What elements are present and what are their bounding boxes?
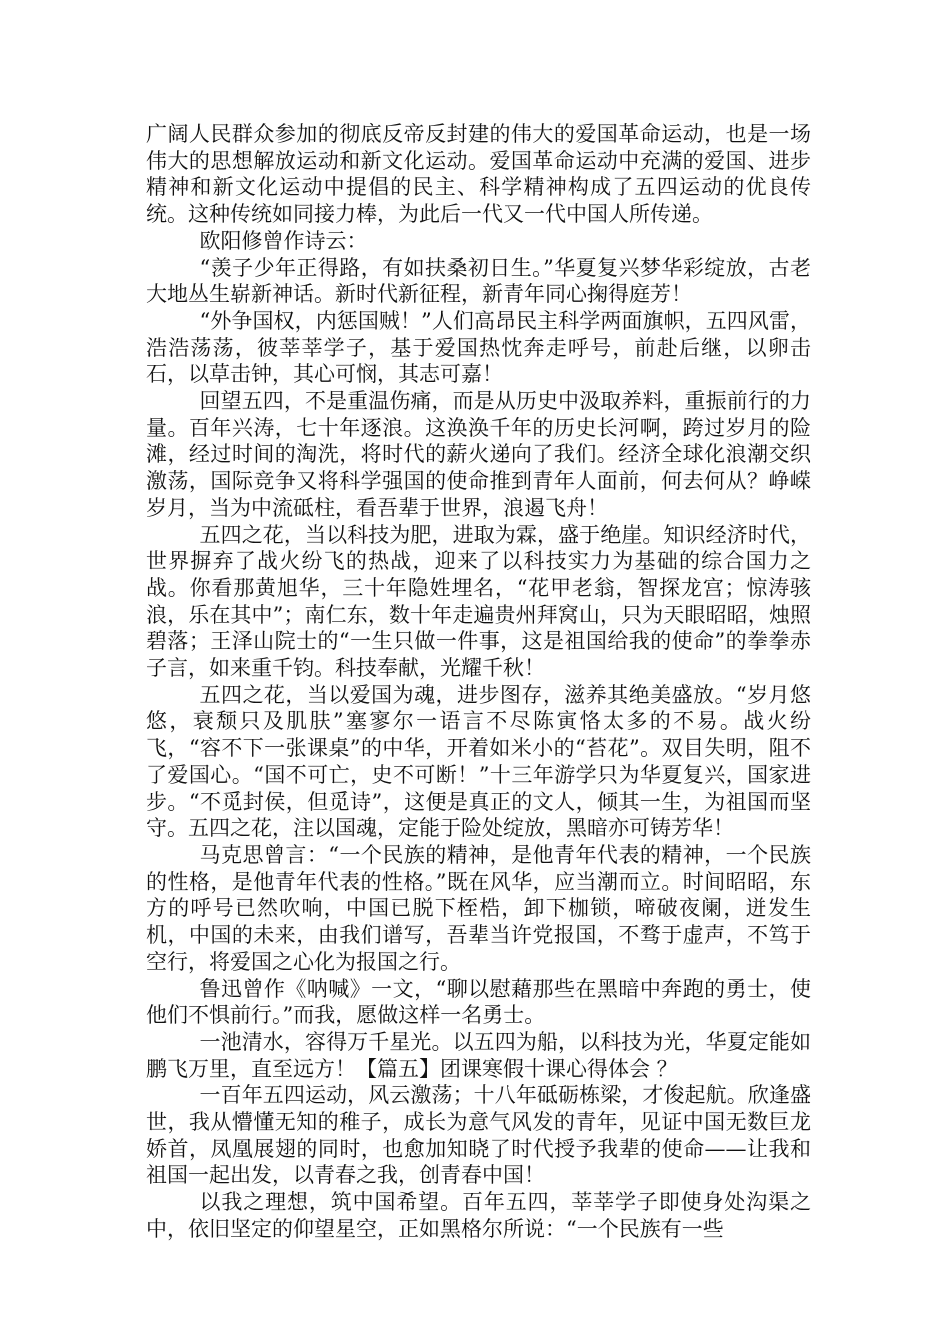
paragraph-2: 欧阳修曾作诗云： bbox=[199, 228, 368, 253]
paragraph-7: 五四之花，当以爱国为魂，进步图存，滋养其绝美盛放。“岁月悠悠，衰颓只及肌肤”塞寥尔一语言不尽陈寅恪太多的不易。战火纷飞，“容不下一张课桌”的中华，开着如米小的“苔花”。双目失明，阻不了爱国心。“国不可亡，史不可断！”十三年游学只为华夏复兴，国家进步。“不觅封侯，但觅诗”，这便是真正的文人，倾其一生，为祖国而坚守。五四之花，注以国魂，定能于险处绽放，黑暗亦可铸芳华！ bbox=[146, 682, 811, 841]
paragraph-8: 马克思曾言：“一个民族的精神，是他青年代表的精神，一个民族的性格，是他青年代表的性格。”既在风华，应当潮而立。时间昭昭，东方的呼号已然吹响，中国已脱下桎梏，卸下枷锁，啼破夜阑，迸发生机，中国的未来，由我们谱写，吾辈当许党报国，不骛于虚声，不笃于空行，将爱国之心化为报国之行。 bbox=[146, 842, 811, 974]
paragraph-6: 五四之花，当以科技为肥，进取为霖，盛于绝崖。知识经济时代，世界摒弃了战火纷飞的热战，迎来了以科技实力为基础的综合国力之战。你看那黄旭华，三十年隐姓埋名，“花甲老翁，智探龙宫；惊涛骇浪，乐在其中”；南仁东，数十年走遍贵州拜窝山，只为天眼昭昭，烛照碧落；王泽山院士的“一生只做一件事，这是祖国给我的使命”的拳拳赤子言，如来重千钧。科技奉献，光耀千秋！ bbox=[146, 522, 811, 681]
paragraph-9: 鲁迅曾作《呐喊》一文，“聊以慰藉那些在黑暗中奔跑的勇士，使他们不惧前行。”而我，愿做这样一名勇士。 bbox=[146, 976, 811, 1028]
paragraph-3: “羡子少年正得路，有如扶桑初日生。”华夏复兴梦华彩绽放，古老大地丛生崭新神话。新时代新征程，新青年同心掬得庭芳！ bbox=[146, 255, 811, 307]
document-body bbox=[146, 121, 811, 1243]
paragraph-1: 广阔人民群众参加的彻底反帝反封建的伟大的爱国革命运动，也是一场伟大的思想解放运动和新文化运动。爱国革命运动中充满的爱国、进步精神和新文化运动中提倡的民主、科学精神构成了五四运动的优良传统。这种传统如同接力棒，为此后一代又一代中国人所传递。 bbox=[146, 122, 811, 227]
paragraph-11: 一百年五四运动，风云激荡；十八年砥砺栋梁，才俊起航。欣逢盛世，我从懵懂无知的稚子，成长为意气风发的青年，见证中国无数巨龙娇首，凤凰展翅的同时，也愈加知晓了时代授予我辈的使命——让我和祖国一起出发，以青春之我，创青春中国！ bbox=[146, 1083, 811, 1188]
paragraph-5: 回望五四，不是重温伤痛，而是从历史中汲取养料，重振前行的力量。百年兴涛，七十年逐浪。这涣涣千年的历史长河啊，跨过岁月的险滩，经过时间的淘洗，将时代的薪火递向了我们。经济全球化浪潮交织激荡，国际竞争又将科学强国的使命推到青年人面前，何去何从？峥嵘岁月，当为中流砥柱，看吾辈于世界，浪遏飞舟！ bbox=[146, 389, 811, 520]
paragraph-10: 一池清水，容得万千星光。以五四为船，以科技为光，华夏定能如鹏飞万里，直至远方！【篇五】团课寒假十课心得体会 ？ bbox=[146, 1029, 811, 1081]
paragraph-4: “外争国权，内惩国贼！”人们高昂民主科学两面旗帜，五四风雷，浩浩荡荡，彼莘莘学子，基于爱国热忱奔走呼号，前赴后继，以卵击石，以草击钟，其心可悯，其志可嘉！ bbox=[146, 308, 811, 387]
paragraph-12: 以我之理想，筑中国希望。百年五四，莘莘学子即使身处沟渠之中，依旧坚定的仰望星空，正如黑格尔所说：“一个民族有一些 bbox=[146, 1190, 811, 1241]
